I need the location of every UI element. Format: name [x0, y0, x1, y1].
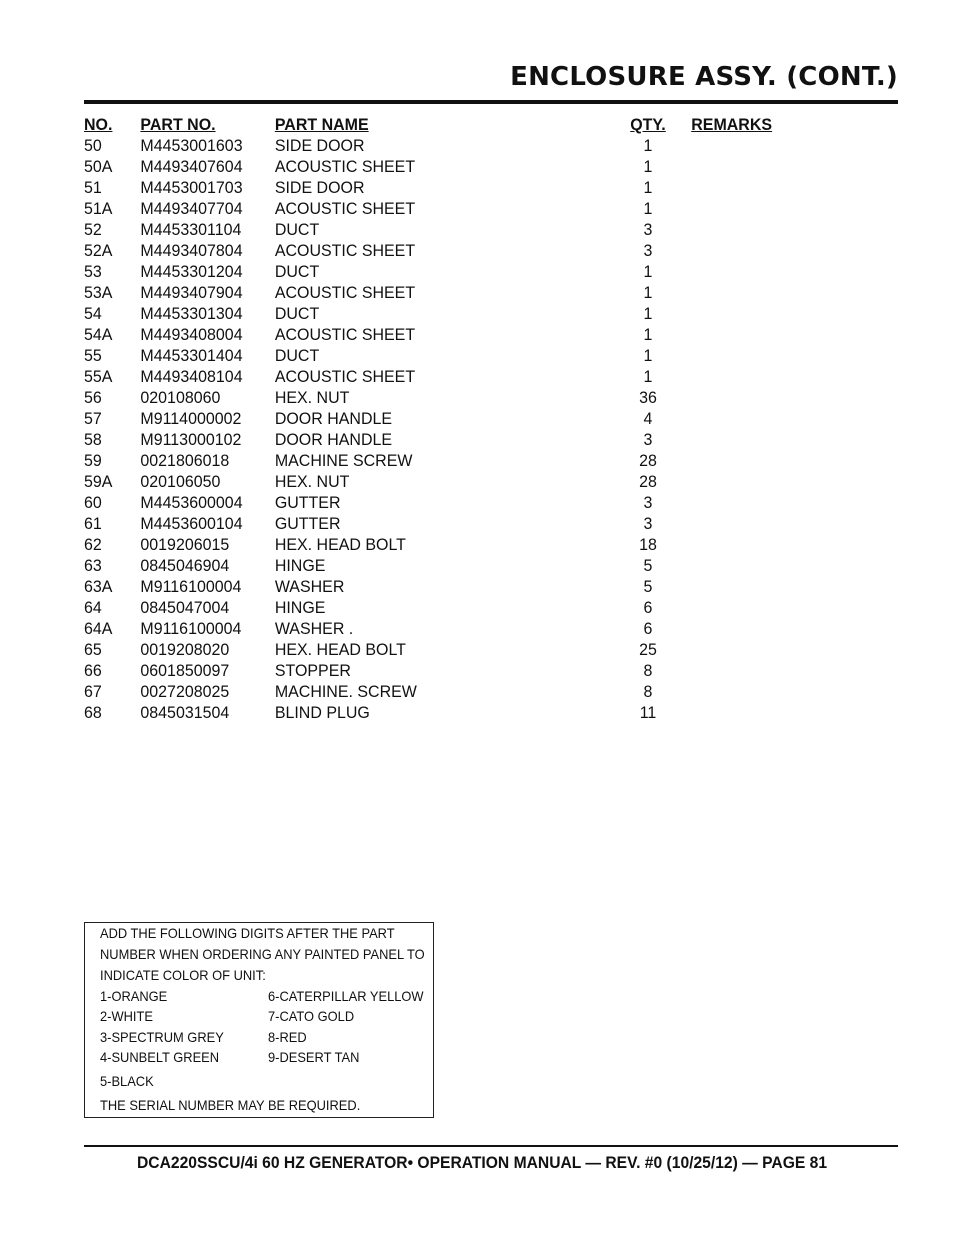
cell-part-no: 0021806018 — [140, 451, 230, 470]
cell-part-no: M4453301304 — [140, 304, 243, 323]
cell-part-no: 0845046904 — [140, 556, 230, 575]
note-intro-line: INDICATE COLOR OF UNIT: — [100, 967, 266, 983]
cell-no: 52 — [84, 220, 102, 239]
cell-part-name: STOPPER — [274, 661, 351, 680]
cell-part-name: ACOUSTIC SHEET — [274, 367, 416, 386]
table-row — [84, 618, 742, 639]
header-part-name: PART NAME — [274, 115, 369, 134]
cell-no: 59A — [84, 472, 113, 491]
table-row — [84, 282, 742, 303]
cell-part-name: HEX. NUT — [274, 388, 350, 407]
note-intro-line: ADD THE FOLLOWING DIGITS AFTER THE PART — [100, 925, 395, 941]
cell-part-no: 0027208025 — [140, 682, 230, 701]
color-code-item: 6-CATERPILLAR YELLOW — [268, 988, 424, 1004]
table-row — [84, 366, 742, 387]
cell-qty: 28 — [639, 472, 657, 491]
table-row — [84, 513, 742, 534]
cell-part-no: M9116100004 — [140, 577, 242, 596]
cell-qty: 6 — [643, 598, 653, 617]
table-row — [84, 429, 742, 450]
cell-part-no: M4453600104 — [140, 514, 243, 533]
table-header-row — [84, 114, 773, 135]
cell-no: 52A — [84, 241, 113, 260]
cell-part-no: M4493408104 — [140, 367, 243, 386]
table-row — [84, 492, 742, 513]
cell-no: 59 — [84, 451, 102, 470]
cell-qty: 5 — [643, 556, 653, 575]
cell-part-name: DUCT — [274, 346, 320, 365]
cell-part-name: SIDE DOOR — [274, 178, 365, 197]
table-row — [84, 408, 742, 429]
table-row — [84, 219, 742, 240]
cell-part-name: ACOUSTIC SHEET — [274, 283, 416, 302]
cell-qty: 1 — [643, 262, 653, 281]
cell-qty: 36 — [639, 388, 657, 407]
cell-qty: 3 — [643, 241, 653, 260]
cell-part-no: 0019206015 — [140, 535, 230, 554]
cell-no: 51A — [84, 199, 113, 218]
color-code-item: 7-CATO GOLD — [268, 1008, 355, 1024]
note-intro-line: NUMBER WHEN ORDERING ANY PAINTED PANEL TO — [100, 946, 425, 962]
table-row — [84, 345, 742, 366]
cell-part-name: ACOUSTIC SHEET — [274, 325, 416, 344]
cell-part-no: M4453301404 — [140, 346, 243, 365]
cell-no: 57 — [84, 409, 102, 428]
cell-no: 55A — [84, 367, 113, 386]
cell-part-no: 0601850097 — [140, 661, 230, 680]
page-title: ENCLOSURE ASSY. (CONT.) — [510, 62, 898, 92]
cell-part-name: DUCT — [274, 262, 320, 281]
table-row — [84, 177, 742, 198]
cell-qty: 6 — [643, 619, 653, 638]
cell-part-name: DOOR HANDLE — [274, 409, 393, 428]
cell-no: 66 — [84, 661, 102, 680]
cell-part-name: ACOUSTIC SHEET — [274, 199, 416, 218]
cell-no: 63A — [84, 577, 113, 596]
cell-qty: 1 — [643, 157, 653, 176]
table-row — [84, 240, 742, 261]
cell-qty: 28 — [639, 451, 657, 470]
cell-qty: 3 — [643, 220, 653, 239]
cell-qty: 5 — [643, 577, 653, 596]
cell-qty: 3 — [643, 493, 653, 512]
footer-divider — [84, 1145, 898, 1147]
cell-qty: 8 — [643, 682, 653, 701]
table-row — [84, 681, 742, 702]
cell-no: 54A — [84, 325, 113, 344]
table-row — [84, 576, 742, 597]
cell-no: 64 — [84, 598, 102, 617]
header-no: NO. — [84, 115, 113, 134]
cell-part-name: WASHER . — [274, 619, 354, 638]
cell-qty: 1 — [643, 304, 653, 323]
cell-qty: 1 — [643, 367, 653, 386]
cell-no: 62 — [84, 535, 102, 554]
color-code-item: 5-BLACK — [100, 1073, 154, 1089]
table-row — [84, 135, 742, 156]
table-row — [84, 702, 742, 723]
cell-part-no: M4493407904 — [140, 283, 243, 302]
serial-number-note: THE SERIAL NUMBER MAY BE REQUIRED. — [100, 1097, 361, 1113]
table-body — [84, 135, 742, 723]
cell-part-no: 0845047004 — [140, 598, 230, 617]
cell-part-no: 0845031504 — [140, 703, 230, 722]
cell-part-name: HINGE — [274, 598, 326, 617]
cell-no: 68 — [84, 703, 102, 722]
parts-table — [84, 114, 773, 723]
cell-part-no: M4453301204 — [140, 262, 243, 281]
table-row — [84, 261, 742, 282]
table-row — [84, 303, 742, 324]
cell-qty: 1 — [643, 283, 653, 302]
cell-part-no: M4453001603 — [140, 136, 243, 155]
header-qty: QTY. — [630, 115, 666, 134]
cell-part-name: WASHER — [274, 577, 345, 596]
cell-part-name: DOOR HANDLE — [274, 430, 393, 449]
color-code-item: 2-WHITE — [100, 1008, 153, 1024]
cell-part-name: ACOUSTIC SHEET — [274, 157, 416, 176]
cell-part-no: M4453001703 — [140, 178, 243, 197]
cell-part-no: M4493407604 — [140, 157, 243, 176]
cell-qty: 18 — [639, 535, 657, 554]
cell-part-no: M4493407704 — [140, 199, 243, 218]
cell-qty: 1 — [643, 136, 653, 155]
cell-part-no: M4453301104 — [140, 220, 242, 239]
cell-part-name: HINGE — [274, 556, 326, 575]
cell-part-name: HEX. HEAD BOLT — [274, 640, 406, 659]
cell-part-no: M9114000002 — [140, 409, 242, 428]
cell-part-name: DUCT — [274, 220, 320, 239]
cell-qty: 1 — [643, 325, 653, 344]
table-row — [84, 387, 742, 408]
cell-no: 51 — [84, 178, 102, 197]
color-code-item: 4-SUNBELT GREEN — [100, 1049, 220, 1065]
color-code-item: 1-ORANGE — [100, 988, 168, 1004]
table-row — [84, 471, 742, 492]
color-code-item: 3-SPECTRUM GREY — [100, 1029, 224, 1045]
cell-qty: 1 — [643, 199, 653, 218]
cell-part-no: M4493407804 — [140, 241, 243, 260]
cell-part-no: M9113000102 — [140, 430, 242, 449]
cell-part-no: 020106050 — [140, 472, 221, 491]
cell-no: 50 — [84, 136, 102, 155]
table-row — [84, 450, 742, 471]
cell-part-name: MACHINE SCREW — [274, 451, 413, 470]
cell-part-no: 0019208020 — [140, 640, 230, 659]
cell-part-name: ACOUSTIC SHEET — [274, 241, 416, 260]
cell-part-name: MACHINE. SCREW — [274, 682, 417, 701]
header-remarks: REMARKS — [691, 115, 773, 134]
cell-no: 56 — [84, 388, 102, 407]
cell-no: 64A — [84, 619, 113, 638]
color-code-item: 9-DESERT TAN — [268, 1049, 360, 1065]
cell-no: 67 — [84, 682, 102, 701]
cell-part-name: HEX. NUT — [274, 472, 350, 491]
cell-no: 58 — [84, 430, 102, 449]
cell-qty: 3 — [643, 514, 653, 533]
table-row — [84, 555, 742, 576]
cell-part-name: DUCT — [274, 304, 320, 323]
header-part-no: PART NO. — [140, 115, 216, 134]
cell-part-no: M4493408004 — [140, 325, 243, 344]
table-row — [84, 198, 742, 219]
cell-no: 63 — [84, 556, 102, 575]
cell-no: 50A — [84, 157, 113, 176]
cell-qty: 1 — [643, 346, 653, 365]
cell-no: 60 — [84, 493, 102, 512]
table-row — [84, 660, 742, 681]
title-divider — [84, 100, 898, 104]
cell-no: 55 — [84, 346, 102, 365]
cell-qty: 8 — [643, 661, 653, 680]
cell-qty: 11 — [639, 703, 657, 722]
cell-no: 65 — [84, 640, 102, 659]
table-row — [84, 324, 742, 345]
table-row — [84, 156, 742, 177]
cell-part-name: BLIND PLUG — [274, 703, 370, 722]
cell-no: 54 — [84, 304, 102, 323]
color-code-item: 8-RED — [268, 1029, 307, 1045]
page-footer: DCA220SSCU/4i 60 HZ GENERATOR• OPERATION MANUAL — REV. #0 (10/25/12) — PAGE 81 — [136, 1153, 827, 1172]
paint-color-note-box — [84, 922, 434, 1118]
table-row — [84, 534, 742, 555]
table-row — [84, 639, 742, 660]
cell-part-no: M4453600004 — [140, 493, 243, 512]
cell-qty: 4 — [643, 409, 653, 428]
cell-qty: 3 — [643, 430, 653, 449]
cell-part-no: 020108060 — [140, 388, 221, 407]
cell-part-no: M9116100004 — [140, 619, 242, 638]
cell-qty: 1 — [643, 178, 653, 197]
table-row — [84, 597, 742, 618]
cell-no: 53A — [84, 283, 113, 302]
cell-qty: 25 — [639, 640, 657, 659]
cell-part-name: GUTTER — [274, 514, 341, 533]
cell-part-name: SIDE DOOR — [274, 136, 365, 155]
cell-no: 53 — [84, 262, 102, 281]
cell-no: 61 — [84, 514, 102, 533]
cell-part-name: HEX. HEAD BOLT — [274, 535, 406, 554]
cell-part-name: GUTTER — [274, 493, 341, 512]
